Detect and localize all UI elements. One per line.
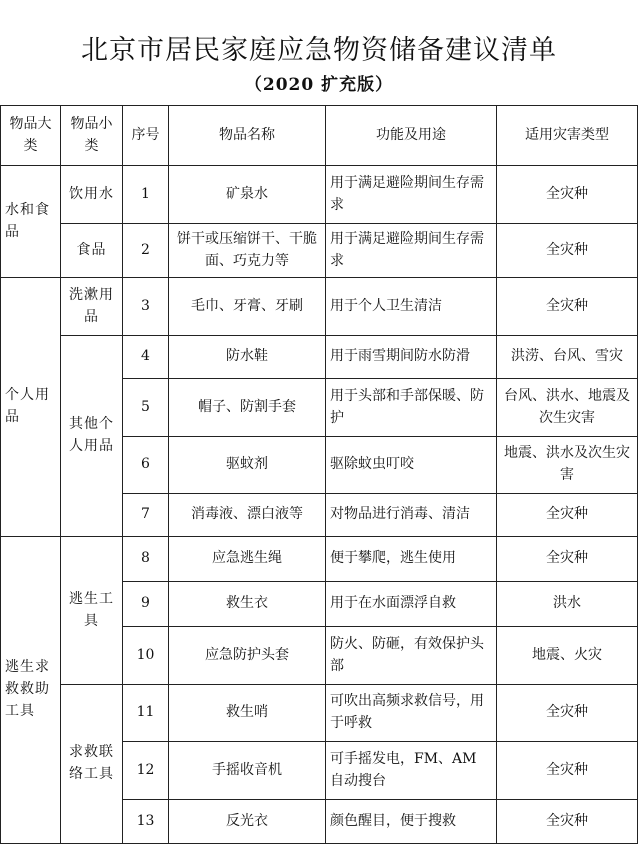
row-disaster: 全灾种: [497, 800, 638, 844]
row-usage: 用于满足避险期间生存需求: [326, 166, 497, 224]
supplies-table: [0, 105, 638, 844]
row-item-name: 救生哨: [169, 685, 326, 742]
table-row: [1, 224, 638, 278]
row-item-name: 应急防护头套: [169, 627, 326, 685]
row-index: 12: [123, 742, 169, 800]
header-row: [1, 106, 638, 166]
group-rescue-tools: 逃生求救救助工具: [1, 537, 61, 844]
row-disaster: 洪水: [497, 582, 638, 627]
header-disaster-type: 适用灾害类型: [497, 106, 638, 166]
row-index: 8: [123, 537, 169, 582]
row-usage: 用于满足避险期间生存需求: [326, 224, 497, 278]
header-item-name: 物品名称: [169, 106, 326, 166]
row-disaster: 地震、洪水及次生灾害: [497, 437, 638, 494]
row-item-name: 防水鞋: [169, 336, 326, 379]
row-disaster: 全灾种: [497, 224, 638, 278]
row-index: 9: [123, 582, 169, 627]
row-disaster: 全灾种: [497, 166, 638, 224]
row-index: 6: [123, 437, 169, 494]
row-usage: 防火、防砸，有效保护头部: [326, 627, 497, 685]
subgroup-other-personal: 其他个人用品: [61, 336, 123, 537]
row-item-name: 应急逃生绳: [169, 537, 326, 582]
header-minor-category: 物品小类: [61, 106, 123, 166]
row-usage: 用于个人卫生清洁: [326, 278, 497, 336]
header-major-category: 物品大类: [1, 106, 61, 166]
table-row: [1, 685, 638, 742]
subgroup-drinking-water: 饮用水: [61, 166, 123, 224]
row-usage: 颜色醒目，便于搜救: [326, 800, 497, 844]
subgroup-signal-tools: 求救联络工具: [61, 685, 123, 844]
row-index: 4: [123, 336, 169, 379]
row-usage: 可吹出高频求救信号，用于呼救: [326, 685, 497, 742]
row-usage: 对物品进行消毒、清洁: [326, 494, 497, 537]
row-item-name: 帽子、防割手套: [169, 379, 326, 437]
row-index: 10: [123, 627, 169, 685]
row-usage: 驱除蚊虫叮咬: [326, 437, 497, 494]
row-usage: 用于在水面漂浮自救: [326, 582, 497, 627]
row-disaster: 全灾种: [497, 685, 638, 742]
header-index: 序号: [123, 106, 169, 166]
row-disaster: 全灾种: [497, 278, 638, 336]
row-item-name: 毛巾、牙膏、牙刷: [169, 278, 326, 336]
group-water-food: 水和食品: [1, 166, 61, 278]
group-personal: 个人用品: [1, 278, 61, 537]
subgroup-food: 食品: [61, 224, 123, 278]
row-index: 1: [123, 166, 169, 224]
row-usage: 可手摇发电，FM、AM 自动搜台: [326, 742, 497, 800]
row-item-name: 矿泉水: [169, 166, 326, 224]
row-disaster: 全灾种: [497, 742, 638, 800]
row-index: 11: [123, 685, 169, 742]
table-row: [1, 336, 638, 379]
row-index: 13: [123, 800, 169, 844]
row-item-name: 反光衣: [169, 800, 326, 844]
row-item-name: 驱蚊剂: [169, 437, 326, 494]
table-row: [1, 278, 638, 336]
row-item-name: 消毒液、漂白液等: [169, 494, 326, 537]
row-usage: 便于攀爬，逃生使用: [326, 537, 497, 582]
page-subtitle: （2020 扩充版）: [244, 75, 394, 95]
row-disaster: 台风、洪水、地震及次生灾害: [497, 379, 638, 437]
subgroup-escape-tools: 逃生工具: [61, 537, 123, 685]
table-row: [1, 166, 638, 224]
row-disaster: 地震、火灾: [497, 627, 638, 685]
page-title: 北京市居民家庭应急物资储备建议清单: [81, 35, 557, 66]
row-item-name: 救生衣: [169, 582, 326, 627]
row-index: 7: [123, 494, 169, 537]
row-usage: 用于雨雪期间防水防滑: [326, 336, 497, 379]
table-row: [1, 537, 638, 582]
row-index: 2: [123, 224, 169, 278]
row-index: 3: [123, 278, 169, 336]
subgroup-toiletries: 洗漱用品: [61, 278, 123, 336]
row-item-name: 手摇收音机: [169, 742, 326, 800]
row-disaster: 洪涝、台风、雪灾: [497, 336, 638, 379]
row-disaster: 全灾种: [497, 537, 638, 582]
row-usage: 用于头部和手部保暖、防护: [326, 379, 497, 437]
row-item-name: 饼干或压缩饼干、干脆面、巧克力等: [169, 224, 326, 278]
row-index: 5: [123, 379, 169, 437]
header-usage: 功能及用途: [326, 106, 497, 166]
row-disaster: 全灾种: [497, 494, 638, 537]
